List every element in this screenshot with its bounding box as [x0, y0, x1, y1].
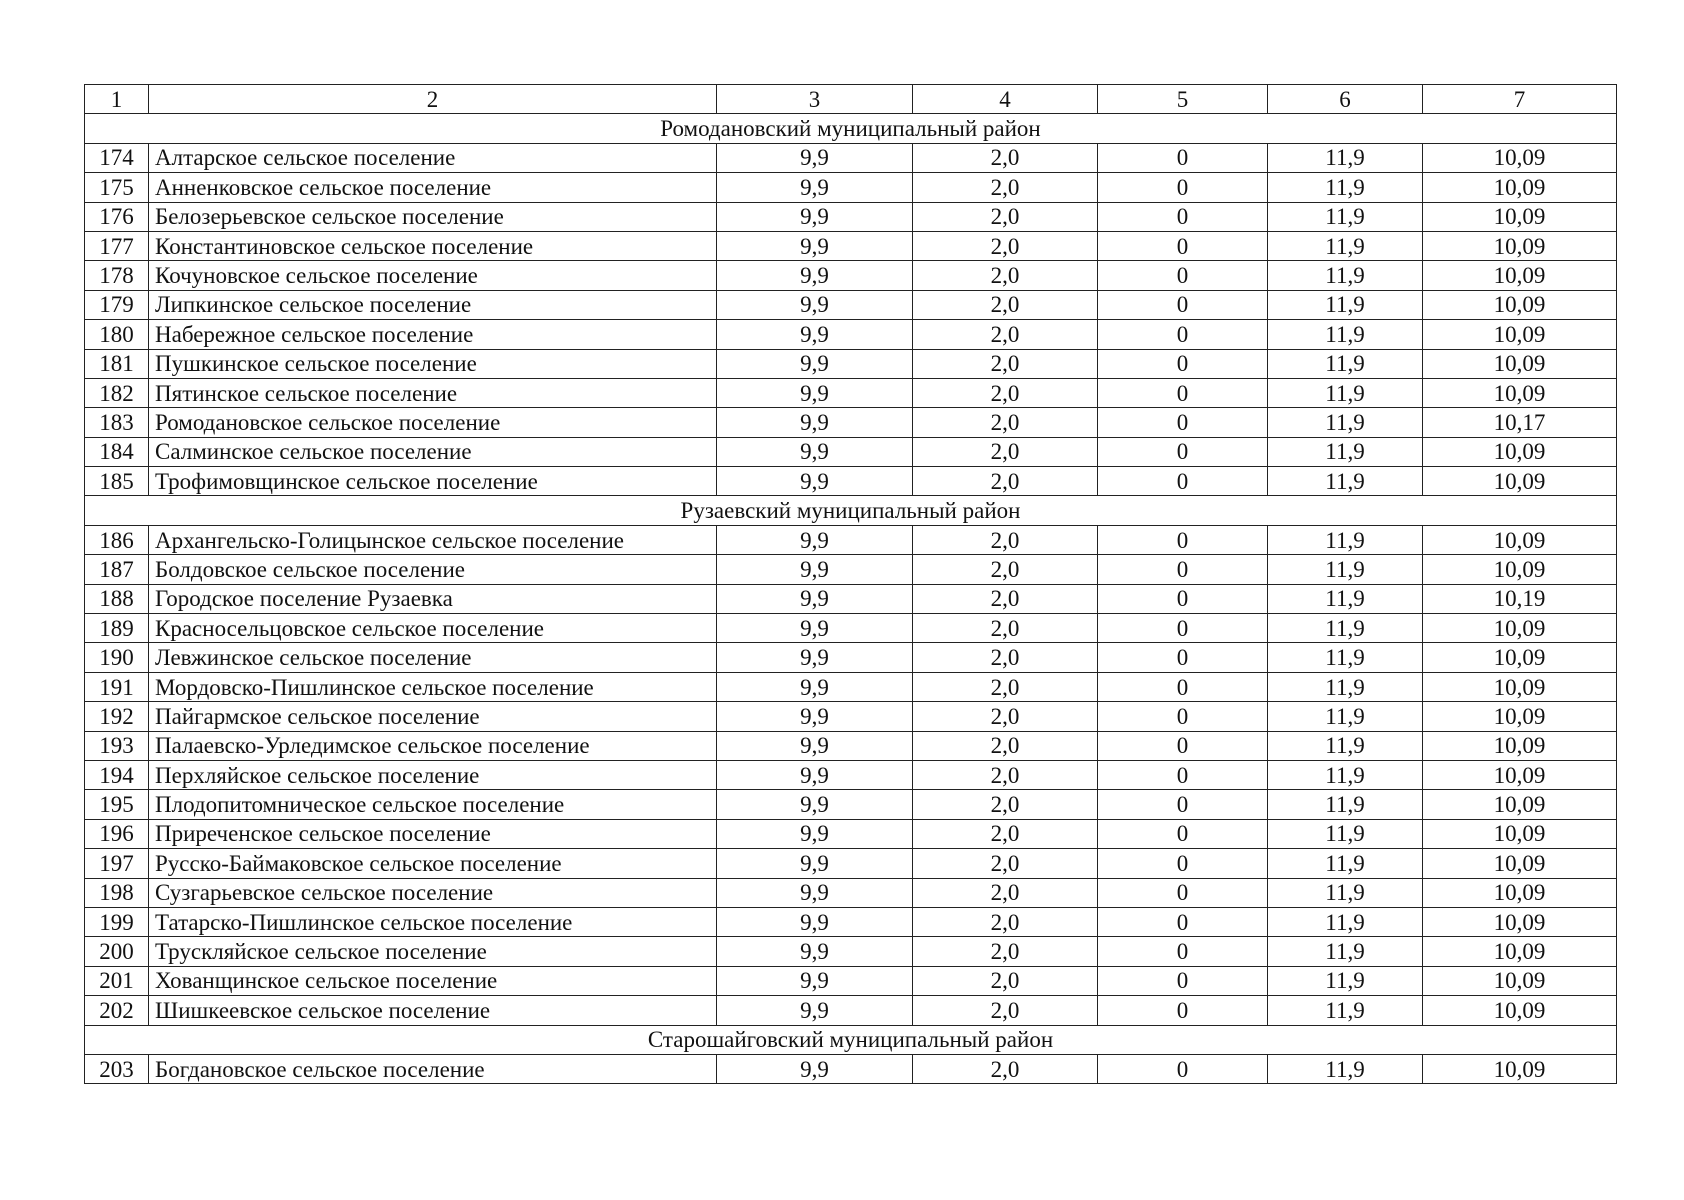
table-row [85, 349, 1617, 378]
settlement-name: Салминское сельское поселение [149, 437, 717, 466]
value-col-7: 10,17 [1423, 408, 1617, 437]
row-number: 178 [85, 261, 149, 290]
table-row [85, 173, 1617, 202]
table-row [85, 525, 1617, 554]
value-col-6: 11,9 [1268, 760, 1423, 789]
value-col-5: 0 [1098, 878, 1268, 907]
row-number: 184 [85, 437, 149, 466]
settlement-name: Татарско-Пишлинское сельское поселение [149, 907, 717, 936]
value-col-3: 9,9 [717, 702, 913, 731]
value-col-7: 10,19 [1423, 584, 1617, 613]
table-row [85, 937, 1617, 966]
value-col-7: 10,09 [1423, 614, 1617, 643]
value-col-7: 10,09 [1423, 937, 1617, 966]
value-col-7: 10,09 [1423, 878, 1617, 907]
table-row [85, 849, 1617, 878]
value-col-6: 11,9 [1268, 878, 1423, 907]
table-row [85, 143, 1617, 172]
value-col-3: 9,9 [717, 584, 913, 613]
row-number: 187 [85, 555, 149, 584]
table-row [85, 408, 1617, 437]
value-col-5: 0 [1098, 996, 1268, 1025]
value-col-4: 2,0 [913, 907, 1098, 936]
value-col-4: 2,0 [913, 584, 1098, 613]
row-number: 203 [85, 1054, 149, 1083]
value-col-5: 0 [1098, 408, 1268, 437]
settlement-name: Болдовское сельское поселение [149, 555, 717, 584]
value-col-5: 0 [1098, 143, 1268, 172]
table-row [85, 731, 1617, 760]
settlement-name: Белозерьевское сельское поселение [149, 202, 717, 231]
column-number-header-row [85, 85, 1617, 114]
settlement-name: Богдановское сельское поселение [149, 1054, 717, 1083]
value-col-4: 2,0 [913, 731, 1098, 760]
value-col-3: 9,9 [717, 760, 913, 789]
settlement-name: Алтарское сельское поселение [149, 143, 717, 172]
value-col-5: 0 [1098, 760, 1268, 789]
value-col-5: 0 [1098, 1054, 1268, 1083]
value-col-5: 0 [1098, 525, 1268, 554]
value-col-4: 2,0 [913, 878, 1098, 907]
settlement-name: Русско-Баймаковское сельское поселение [149, 849, 717, 878]
value-col-4: 2,0 [913, 614, 1098, 643]
value-col-4: 2,0 [913, 966, 1098, 995]
value-col-4: 2,0 [913, 937, 1098, 966]
value-col-4: 2,0 [913, 996, 1098, 1025]
value-col-3: 9,9 [717, 467, 913, 496]
table-row [85, 878, 1617, 907]
value-col-3: 9,9 [717, 555, 913, 584]
value-col-5: 0 [1098, 584, 1268, 613]
value-col-7: 10,09 [1423, 790, 1617, 819]
table-row [85, 261, 1617, 290]
value-col-6: 11,9 [1268, 966, 1423, 995]
settlement-name: Хованщинское сельское поселение [149, 966, 717, 995]
row-number: 180 [85, 320, 149, 349]
settlement-name: Ромодановское сельское поселение [149, 408, 717, 437]
table-row [85, 202, 1617, 231]
value-col-3: 9,9 [717, 320, 913, 349]
row-number: 181 [85, 349, 149, 378]
row-number: 192 [85, 702, 149, 731]
settlement-name: Константиновское сельское поселение [149, 231, 717, 260]
section-title: Ромодановский муниципальный район [85, 114, 1617, 143]
value-col-7: 10,09 [1423, 437, 1617, 466]
value-col-6: 11,9 [1268, 584, 1423, 613]
section-title: Рузаевский муниципальный район [85, 496, 1617, 525]
row-number: 174 [85, 143, 149, 172]
value-col-4: 2,0 [913, 819, 1098, 848]
value-col-6: 11,9 [1268, 231, 1423, 260]
row-number: 176 [85, 202, 149, 231]
table-row [85, 320, 1617, 349]
table-row [85, 643, 1617, 672]
value-col-3: 9,9 [717, 173, 913, 202]
value-col-5: 0 [1098, 437, 1268, 466]
settlement-name: Пятинское сельское поселение [149, 378, 717, 407]
column-header-6: 6 [1268, 85, 1423, 114]
value-col-4: 2,0 [913, 702, 1098, 731]
value-col-3: 9,9 [717, 290, 913, 319]
value-col-7: 10,09 [1423, 525, 1617, 554]
section-header-row [85, 114, 1617, 143]
value-col-7: 10,09 [1423, 1054, 1617, 1083]
value-col-4: 2,0 [913, 290, 1098, 319]
row-number: 195 [85, 790, 149, 819]
table-row [85, 702, 1617, 731]
section-header-row [85, 496, 1617, 525]
data-table [84, 84, 1617, 1084]
value-col-4: 2,0 [913, 760, 1098, 789]
value-col-6: 11,9 [1268, 643, 1423, 672]
value-col-6: 11,9 [1268, 849, 1423, 878]
value-col-7: 10,09 [1423, 555, 1617, 584]
settlement-name: Плодопитомническое сельское поселение [149, 790, 717, 819]
value-col-4: 2,0 [913, 790, 1098, 819]
value-col-3: 9,9 [717, 819, 913, 848]
value-col-4: 2,0 [913, 555, 1098, 584]
value-col-4: 2,0 [913, 525, 1098, 554]
settlement-name: Набережное сельское поселение [149, 320, 717, 349]
value-col-4: 2,0 [913, 202, 1098, 231]
value-col-5: 0 [1098, 202, 1268, 231]
value-col-4: 2,0 [913, 467, 1098, 496]
table-row [85, 907, 1617, 936]
settlement-name: Сузгарьевское сельское поселение [149, 878, 717, 907]
value-col-7: 10,09 [1423, 907, 1617, 936]
value-col-6: 11,9 [1268, 907, 1423, 936]
settlement-name: Трускляйское сельское поселение [149, 937, 717, 966]
value-col-5: 0 [1098, 702, 1268, 731]
value-col-3: 9,9 [717, 378, 913, 407]
value-col-5: 0 [1098, 467, 1268, 496]
value-col-3: 9,9 [717, 790, 913, 819]
settlement-name: Липкинское сельское поселение [149, 290, 717, 319]
table-row [85, 437, 1617, 466]
value-col-4: 2,0 [913, 849, 1098, 878]
table-row [85, 790, 1617, 819]
value-col-4: 2,0 [913, 349, 1098, 378]
settlement-name: Анненковское сельское поселение [149, 173, 717, 202]
table-row [85, 966, 1617, 995]
value-col-6: 11,9 [1268, 731, 1423, 760]
value-col-4: 2,0 [913, 437, 1098, 466]
value-col-7: 10,09 [1423, 261, 1617, 290]
section-title: Старошайговский муниципальный район [85, 1025, 1617, 1054]
value-col-6: 11,9 [1268, 261, 1423, 290]
column-header-4: 4 [913, 85, 1098, 114]
value-col-5: 0 [1098, 555, 1268, 584]
value-col-7: 10,09 [1423, 202, 1617, 231]
value-col-7: 10,09 [1423, 378, 1617, 407]
value-col-5: 0 [1098, 290, 1268, 319]
value-col-6: 11,9 [1268, 320, 1423, 349]
row-number: 196 [85, 819, 149, 848]
column-header-2: 2 [149, 85, 717, 114]
section-header-row [85, 1025, 1617, 1054]
value-col-4: 2,0 [913, 643, 1098, 672]
table-body [85, 85, 1617, 1084]
settlement-name: Палаевско-Урледимское сельское поселение [149, 731, 717, 760]
value-col-3: 9,9 [717, 143, 913, 172]
value-col-3: 9,9 [717, 525, 913, 554]
value-col-6: 11,9 [1268, 790, 1423, 819]
settlement-name: Трофимовщинское сельское поселение [149, 467, 717, 496]
value-col-3: 9,9 [717, 672, 913, 701]
table-row [85, 584, 1617, 613]
row-number: 179 [85, 290, 149, 319]
row-number: 175 [85, 173, 149, 202]
column-header-5: 5 [1098, 85, 1268, 114]
table-row [85, 378, 1617, 407]
value-col-7: 10,09 [1423, 349, 1617, 378]
value-col-5: 0 [1098, 849, 1268, 878]
value-col-5: 0 [1098, 378, 1268, 407]
value-col-7: 10,09 [1423, 173, 1617, 202]
value-col-3: 9,9 [717, 614, 913, 643]
settlement-name: Приреченское сельское поселение [149, 819, 717, 848]
value-col-6: 11,9 [1268, 437, 1423, 466]
value-col-3: 9,9 [717, 231, 913, 260]
value-col-7: 10,09 [1423, 672, 1617, 701]
value-col-7: 10,09 [1423, 966, 1617, 995]
value-col-7: 10,09 [1423, 467, 1617, 496]
table-row [85, 231, 1617, 260]
value-col-4: 2,0 [913, 378, 1098, 407]
row-number: 177 [85, 231, 149, 260]
value-col-3: 9,9 [717, 408, 913, 437]
value-col-5: 0 [1098, 173, 1268, 202]
value-col-3: 9,9 [717, 261, 913, 290]
value-col-6: 11,9 [1268, 555, 1423, 584]
value-col-3: 9,9 [717, 643, 913, 672]
value-col-7: 10,09 [1423, 643, 1617, 672]
value-col-6: 11,9 [1268, 819, 1423, 848]
value-col-7: 10,09 [1423, 819, 1617, 848]
value-col-5: 0 [1098, 672, 1268, 701]
row-number: 200 [85, 937, 149, 966]
value-col-5: 0 [1098, 320, 1268, 349]
value-col-4: 2,0 [913, 1054, 1098, 1083]
value-col-5: 0 [1098, 907, 1268, 936]
row-number: 198 [85, 878, 149, 907]
value-col-7: 10,09 [1423, 996, 1617, 1025]
value-col-6: 11,9 [1268, 672, 1423, 701]
value-col-5: 0 [1098, 349, 1268, 378]
value-col-3: 9,9 [717, 849, 913, 878]
table-row [85, 760, 1617, 789]
settlement-name: Архангельско-Голицынское сельское поселение [149, 525, 717, 554]
column-header-7: 7 [1423, 85, 1617, 114]
value-col-5: 0 [1098, 261, 1268, 290]
value-col-7: 10,09 [1423, 760, 1617, 789]
settlement-name: Красносельцовское сельское поселение [149, 614, 717, 643]
row-number: 185 [85, 467, 149, 496]
row-number: 186 [85, 525, 149, 554]
value-col-3: 9,9 [717, 731, 913, 760]
value-col-4: 2,0 [913, 143, 1098, 172]
value-col-7: 10,09 [1423, 849, 1617, 878]
table-row [85, 1054, 1617, 1083]
settlement-name: Городское поселение Рузаевка [149, 584, 717, 613]
value-col-5: 0 [1098, 231, 1268, 260]
row-number: 202 [85, 996, 149, 1025]
value-col-4: 2,0 [913, 408, 1098, 437]
value-col-6: 11,9 [1268, 937, 1423, 966]
settlement-name: Левжинское сельское поселение [149, 643, 717, 672]
row-number: 191 [85, 672, 149, 701]
value-col-6: 11,9 [1268, 996, 1423, 1025]
row-number: 182 [85, 378, 149, 407]
settlement-name: Мордовско-Пишлинское сельское поселение [149, 672, 717, 701]
row-number: 199 [85, 907, 149, 936]
value-col-4: 2,0 [913, 672, 1098, 701]
value-col-6: 11,9 [1268, 408, 1423, 437]
value-col-6: 11,9 [1268, 467, 1423, 496]
value-col-4: 2,0 [913, 231, 1098, 260]
value-col-3: 9,9 [717, 349, 913, 378]
row-number: 197 [85, 849, 149, 878]
row-number: 194 [85, 760, 149, 789]
table-row [85, 467, 1617, 496]
value-col-4: 2,0 [913, 173, 1098, 202]
value-col-6: 11,9 [1268, 173, 1423, 202]
value-col-7: 10,09 [1423, 143, 1617, 172]
value-col-3: 9,9 [717, 202, 913, 231]
value-col-6: 11,9 [1268, 1054, 1423, 1083]
table-row [85, 614, 1617, 643]
value-col-3: 9,9 [717, 907, 913, 936]
value-col-3: 9,9 [717, 878, 913, 907]
value-col-7: 10,09 [1423, 231, 1617, 260]
table-row [85, 672, 1617, 701]
value-col-3: 9,9 [717, 1054, 913, 1083]
value-col-4: 2,0 [913, 261, 1098, 290]
value-col-6: 11,9 [1268, 525, 1423, 554]
value-col-4: 2,0 [913, 320, 1098, 349]
settlement-name: Шишкеевское сельское поселение [149, 996, 717, 1025]
value-col-5: 0 [1098, 643, 1268, 672]
settlement-name: Пайгармское сельское поселение [149, 702, 717, 731]
value-col-7: 10,09 [1423, 320, 1617, 349]
row-number: 190 [85, 643, 149, 672]
column-header-3: 3 [717, 85, 913, 114]
row-number: 188 [85, 584, 149, 613]
table-row [85, 290, 1617, 319]
row-number: 201 [85, 966, 149, 995]
settlement-name: Перхляйское сельское поселение [149, 760, 717, 789]
table-row [85, 996, 1617, 1025]
value-col-5: 0 [1098, 966, 1268, 995]
value-col-5: 0 [1098, 790, 1268, 819]
value-col-6: 11,9 [1268, 290, 1423, 319]
value-col-5: 0 [1098, 819, 1268, 848]
value-col-3: 9,9 [717, 966, 913, 995]
value-col-3: 9,9 [717, 996, 913, 1025]
value-col-6: 11,9 [1268, 614, 1423, 643]
settlement-name: Кочуновское сельское поселение [149, 261, 717, 290]
row-number: 189 [85, 614, 149, 643]
row-number: 183 [85, 408, 149, 437]
table-row [85, 819, 1617, 848]
column-header-1: 1 [85, 85, 149, 114]
table-row [85, 555, 1617, 584]
value-col-6: 11,9 [1268, 349, 1423, 378]
value-col-3: 9,9 [717, 437, 913, 466]
value-col-5: 0 [1098, 614, 1268, 643]
row-number: 193 [85, 731, 149, 760]
value-col-5: 0 [1098, 731, 1268, 760]
value-col-6: 11,9 [1268, 702, 1423, 731]
value-col-6: 11,9 [1268, 378, 1423, 407]
value-col-5: 0 [1098, 937, 1268, 966]
value-col-7: 10,09 [1423, 702, 1617, 731]
value-col-6: 11,9 [1268, 202, 1423, 231]
value-col-7: 10,09 [1423, 290, 1617, 319]
settlement-name: Пушкинское сельское поселение [149, 349, 717, 378]
value-col-7: 10,09 [1423, 731, 1617, 760]
value-col-6: 11,9 [1268, 143, 1423, 172]
value-col-3: 9,9 [717, 937, 913, 966]
